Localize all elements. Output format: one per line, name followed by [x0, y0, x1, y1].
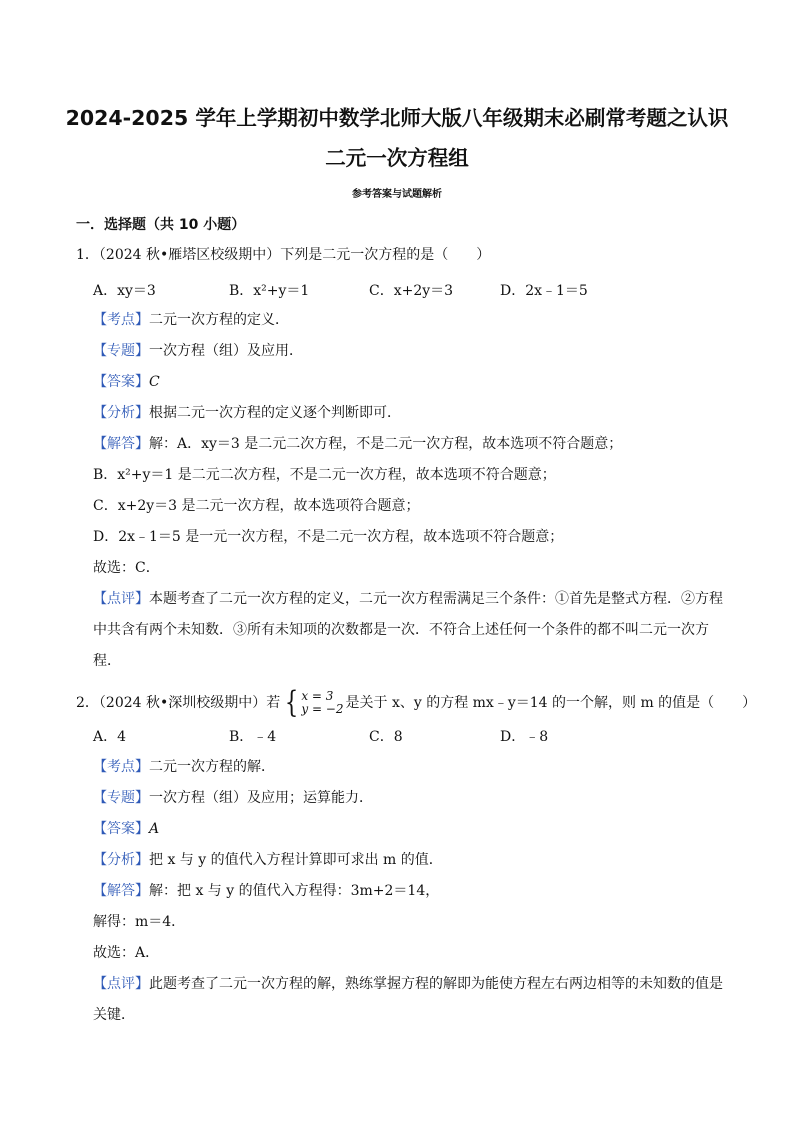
zhuanti-text: 一次方程（组）及应用；运算能力． [149, 790, 373, 806]
document-title: 2024-2025 学年上学期初中数学北师大版八年级期末必刷常考题之认识二元一次方程组 [65, 106, 729, 170]
question-1-option-c: C．x+2y＝3 [369, 283, 454, 299]
section-heading: 一．选择题（共 10 小题） [76, 217, 246, 233]
question-2-kaodian [93, 757, 275, 777]
question-1-stem: 1．（2024 秋•雁塔区校级期中）下列是二元一次方程的是（ ） [76, 247, 491, 263]
question-2-choice: 故选：A． [93, 945, 160, 961]
question-1-zhuanti [93, 341, 303, 361]
question-2-zhuanti [93, 788, 373, 808]
question-2-option-c: C．8 [369, 729, 403, 745]
kaodian-text: 二元一次方程的定义． [149, 312, 289, 328]
question-1-kaodian [93, 310, 289, 330]
zhuanti-text: 一次方程（组）及应用． [149, 343, 303, 359]
answer-tag: 【答案】 [93, 374, 149, 390]
question-2-answer [93, 819, 159, 839]
dianping-text: 本题考查了二元一次方程的定义，二元一次方程需满足三个条件：①首先是整式方程．②方程中共含有两个未知数．③所有未知项的次数都是一次．不符合上述任何一个条件的都不叫二元一次方程． [93, 591, 723, 669]
question-2-dianping [93, 969, 723, 1031]
fenxi-text: 把 x 与 y 的值代入方程计算即可求出 m 的值． [149, 852, 443, 868]
answer-text: A [149, 821, 160, 837]
answer-tag: 【答案】 [93, 821, 149, 837]
zhuanti-tag: 【专题】 [93, 790, 149, 806]
equation-system [282, 685, 344, 720]
question-1-fenxi [93, 403, 401, 423]
question-1-option-a: A．xy＝3 [93, 283, 156, 299]
system-row-2: y = −2 [301, 702, 344, 716]
jieda-text: 解：A．xy＝3 是二元二次方程，不是二元一次方程，故本选项不符合题意； [149, 436, 623, 452]
dianping-text: 此题考查了二元一次方程的解，熟练掌握方程的解即为能使方程左右两边相等的未知数的值是关键． [93, 976, 723, 1023]
question-2-option-d: D．﹣8 [500, 729, 549, 745]
document-subtitle: 参考答案与试题解析 [352, 189, 442, 200]
brace-icon: { [285, 685, 299, 720]
zhuanti-tag: 【专题】 [93, 343, 149, 359]
question-2-jieda [93, 881, 439, 901]
kaodian-tag: 【考点】 [93, 759, 149, 775]
question-2-stem [76, 685, 757, 720]
question-1-answer [93, 372, 160, 392]
stem-before: 2．（2024 秋•深圳校级期中）若 [76, 695, 281, 711]
question-2-option-a: A．4 [93, 729, 127, 745]
jieda-tag: 【解答】 [93, 883, 149, 899]
question-1-option-d: D．2x﹣1＝5 [500, 283, 588, 299]
question-2-fenxi [93, 850, 443, 870]
question-1-line-c: C．x+2y＝3 是二元一次方程，故本选项符合题意； [93, 498, 420, 514]
question-1-jieda [93, 434, 622, 454]
fenxi-tag: 【分析】 [93, 852, 149, 868]
jieda-text: 解：把 x 与 y 的值代入方程得：3m+2＝14， [149, 883, 440, 899]
dianping-tag: 【点评】 [93, 591, 149, 607]
kaodian-tag: 【考点】 [93, 312, 149, 328]
dianping-tag: 【点评】 [93, 976, 149, 992]
question-1-line-d: D．2x﹣1＝5 是一元一次方程，不是二元一次方程，故本选项不符合题意； [93, 529, 564, 545]
system-row-1: x = 3 [301, 689, 334, 703]
jieda-tag: 【解答】 [93, 436, 149, 452]
question-2-option-b: B．﹣4 [229, 729, 277, 745]
fenxi-tag: 【分析】 [93, 405, 149, 421]
stem-after: 是关于 x、y 的方程 mx﹣y＝14 的一个解，则 m 的值是（ ） [345, 695, 757, 711]
question-2-solution: 解得：m＝4． [93, 914, 186, 930]
answer-text: C [149, 374, 160, 390]
question-1-option-b: B．x²+y＝1 [229, 283, 310, 299]
question-1-dianping [93, 584, 723, 677]
question-1-line-b: B．x²+y＝1 是二元二次方程，不是二元一次方程，故本选项不符合题意； [93, 467, 556, 483]
kaodian-text: 二元一次方程的解． [149, 759, 275, 775]
fenxi-text: 根据二元一次方程的定义逐个判断即可． [149, 405, 401, 421]
question-1-choice: 故选：C． [93, 560, 160, 576]
